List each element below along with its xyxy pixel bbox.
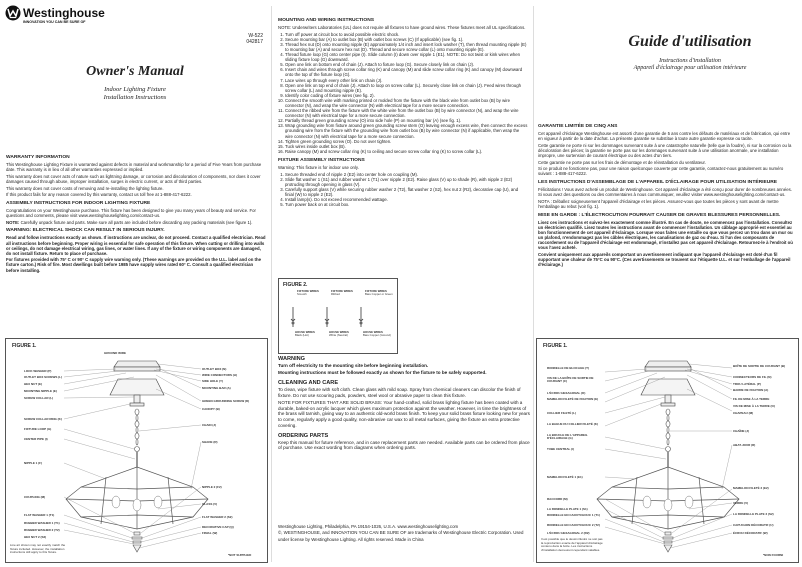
canopy-shape bbox=[110, 379, 164, 395]
part-label-right-fr: FIL DE MISE À LA TERRE bbox=[733, 397, 770, 401]
warning-fr-p1: Lisez ces instructions et suivez-les exactement comme illustré. En cas de doute, ne commencez pas l'installation. Consultez un électricien qualifié. Lisez toutes les instructions avant de commencer l'installation. Un câblage approprié est essentiel au bon fonctionnement de cet appareil d'éclairage. Lorsque vous faites une entaille ou que vous percez un trou dans un mur ou un plafond, n'endommagez pas les câbles électriques, les canalisations de gaz ou d'eau. Si l'un des composants de raccordement ou de l'appareil d'éclairage est endommagé, n'installez pas cet appareil d'éclairage. Retournez-le à l'endroit où vous l'avez acheté. bbox=[538, 219, 793, 251]
part-label-right: SHADE (R) bbox=[202, 440, 218, 444]
mounting-step: 12. Partially thread green grounding screw (O) into side hole (P) on mounting bar (A) (see fig. 1). bbox=[285, 118, 528, 123]
part-label-left-fr: LA RONDELLE PLATE 1 (S1) bbox=[547, 507, 588, 511]
fig2-col-2: FIXTURE WIRES Ribbed bbox=[331, 289, 353, 297]
part-label-right-fr: CHAPEAU (M) bbox=[733, 411, 754, 415]
subtitle-fr-line-2: Appareil d'éclairage pour utilisation intérieure bbox=[633, 65, 747, 71]
cleaning-heading: CLEANING AND CARE bbox=[278, 380, 339, 387]
right-text-column bbox=[538, 124, 796, 269]
part-label-right-fr: MAMELON FILETÉ 2 (E2) bbox=[733, 486, 769, 490]
mounting-step: 6. Insert chain and wires through screw collar ring (K) and canopy (M) and slide screw collar ring (K) and canopy (M) downward onto the top of the fixture loop (G). bbox=[285, 67, 528, 77]
assembly-fr-p1: Félicitations ! Vous avez acheté un produit de Westinghouse. Cet appareil d'éclairage a été conçu pour durer de nombreuses années. Si vous avez des questions ou des commentaires à nous communiquer, veuillez visiter www.westinghouselighting.com/contact-us. bbox=[538, 187, 792, 198]
ordering-heading: ORDERING PARTS bbox=[278, 432, 329, 439]
mounting-step: 7. Lace wires up through every other link on chain (J). bbox=[285, 78, 528, 83]
mounting-steps bbox=[278, 32, 528, 154]
mounting-section bbox=[278, 18, 528, 207]
mounting-step: 13. Wrap grounding wire from fixture around green grounding screw stem (O) leaving enough excess wire, then connect the excess grounding wire from the fixture with the grounding wire from outlet box (B) by wire connector (N) if applicable, then wrap the wire connector (N) with electrical tape for a more secure connection. bbox=[285, 123, 528, 138]
warranty-p4: If this product fails for any reason covered by this warranty, contact us toll free at 1-888-417-6222. bbox=[6, 192, 192, 198]
warranty-p1: This Westinghouse Lighting Fixture is warranted against defects in material and workmanship for a period of Five Years from purchase date. This warranty is in lieu of all other warranties expressed or implied. bbox=[6, 162, 262, 173]
model-info bbox=[230, 33, 263, 45]
warning-p1: Read and follow instructions exactly as shown. If instructions are unclear, do not proceed. Contact a qualified electrician. Read all instructions before beginning. Proper wiring is essential for safe operation of this fixture. When cutting or drilling into walls or ceilings, do not damage electrical wiring, gas lines, or water lines. If any of the fixture or wiring components are damaged, do not install fixture. Return to place of purchase. bbox=[6, 235, 266, 256]
assembly-heading: ASSEMBLY INSTRUCTIONS FOR INDOOR LIGHTING FIXTURE bbox=[6, 200, 151, 206]
mounting-heading: MOUNTING AND WIRING INSTRUCTIONS bbox=[278, 18, 374, 23]
page-divider bbox=[533, 6, 534, 562]
part-label-left: HEX NUT (E) bbox=[24, 382, 42, 386]
part-label-left-fr: MAMELON FILETÉ 1 (E1) bbox=[547, 475, 583, 479]
mounting-note: NOTE: Underwriters Laboratories (UL) does not require all fixtures to have ground wires. These fixtures meet all UL specifications. bbox=[278, 25, 526, 30]
footer bbox=[278, 524, 530, 543]
part-label-right-fr: VIS DE MISE À LA TERRE (O) bbox=[733, 404, 775, 408]
mounting-step: 3. Thread hex nut (D) onto mounting nipple (E) approximately 1/4 inch and insert lock washer (T), then thread mounting nipple (E) to mounting bar (A) and secure hex nut (D). Thread and secure screw collar (L) onto mounting nipple (E). bbox=[285, 42, 528, 52]
part-label-left: SCREW COLLAR RING (K) bbox=[24, 417, 62, 421]
assembly-note-label: NOTE: bbox=[6, 219, 20, 225]
warranty-p2: This warranty does not cover acts of nature such as lightning damage, or corrosion and discoloration of components, nor does it cover damages caused through abuse, improper installation, surges in electric current, or acts of third parties. bbox=[6, 173, 261, 184]
cleaning-p2: NOTE FOR FIXTURES THAT ARE SOLID BRASS: Your hand-crafted, solid brass lighting fixture has been coated with a durable, baked-on acrylic lacquer which gives maximum protection against the weather. However, in time the brightness of the brass will tarnish, giving way to an authentic old-world brass finish. To keep your solid brass fixture looking new for years to come, regularly apply a good quality, non-abrasive car wax to all metal surfaces, giving the fixture an extra protective covering. bbox=[278, 400, 530, 428]
part-label-right-fr: ÉCROU DÉCORATIF (W) bbox=[733, 531, 768, 535]
part-label-left-fr: RONDELLE DE BLOCAGE (T) bbox=[547, 366, 589, 370]
part-label-right: CANOPY (B) bbox=[202, 407, 220, 411]
part-label-right-fr: BARRE DE FIXATION (A) bbox=[733, 388, 769, 392]
page-subtitle bbox=[0, 86, 270, 102]
outlet-box-shape bbox=[114, 361, 160, 367]
warning-fr-p2: Convient uniquement aux appareils comportant un avertissement indiquant que l'appareil d'éclairage est doté d'un fil supportant une chaleur de 75°C ou 90°C. (Ces avertissements se trouvent sur l'étiquette U.L. et sur l'emballage de l'appareil d'éclairage.) bbox=[538, 251, 791, 268]
part-label-right-fr: CONNECTEURS DE FIL (N) bbox=[733, 375, 772, 379]
figure-1-footnote: Line art shown may not exactly match the fixture included. However, the installation instructions still apply to this fixture. bbox=[10, 543, 66, 555]
part-label-right: FLAT WASHER 2 (S2) bbox=[202, 515, 233, 519]
mounting-step: 11. Connect the ribbed wire from the fixture with the white wire from the outlet box (B) by wire connector (N), and wrap the wire connector (N) with electrical tape for a more secure connection. bbox=[285, 108, 528, 118]
warranty-heading: WARRANTY INFORMATION bbox=[6, 155, 70, 160]
left-text-column bbox=[6, 155, 266, 274]
warning-fr-heading: MISE EN GARDE : L'ÉLECTROCUTION POURRAIT CAUSER DE GRAVES BLESSURES PERSONNELLES. bbox=[538, 212, 781, 218]
brand-tagline: INNOVATION YOU CAN BE SURE OF bbox=[23, 20, 86, 24]
part-label-left-fr: VIS DE LA BOÎTE DE SORTIE DE COURANT (C) bbox=[547, 376, 594, 384]
page-subtitle-fr bbox=[590, 58, 790, 72]
part-label-right: MOUNTING BAR (A) bbox=[202, 386, 231, 390]
fixture-step: 4. Install lamp(s). Do not exceed recommended wattage. bbox=[285, 197, 528, 202]
warranty-fr-p3: Cette garantie ne porte pas sur les frais de démontage et de réinstallation du ventilateur. bbox=[538, 159, 706, 165]
mounting-step: 4. Thread fixture loop (G) onto center pipe (I). Slide column (I) down over nipple 1 (E1). NOTE: Do not twist or kink wires when sliding fixture loop (G) downward. bbox=[285, 52, 528, 62]
screw-collar-shape bbox=[134, 395, 140, 403]
assembly-fr-note: NOTA : Déballez soigneusement l'appareil d'éclairage et les pièces. Assurez-vous que toutes les pièces y sont avant de mettre l'emballage au rebut (voir fig. 1). bbox=[538, 198, 779, 209]
part-label-right: WIRE CONNECTORS (H) bbox=[202, 373, 237, 377]
fixture-step: 3. Carefully support glass (V) while securing rubber washer 2 (T2), flat washer 2 (S2), hex nut 2 (R2), decorative cap (U), and finial (W) to nipple 2 (E2). bbox=[285, 187, 528, 197]
warranty-fr-heading: GARANTIE LIMITÉE DE CINQ ANS bbox=[538, 124, 618, 129]
part-label-left: RUBBER WASHER 1 (T1) bbox=[24, 521, 60, 525]
mounting-step: 1. Turn off power at circuit box to avoid possible electric shock. bbox=[285, 32, 528, 37]
warranty-fr-p2: Cette garantie ne porte ni sur les dommages survenant suite à une catastrophe naturelle (telle que la foudre), ni sur la corrosion ou la décoloration des pièces; la garantie ne porte pas sur les dommages survenant suite à une utilisation anormale, une installation impropre, une surtension de courant électrique ou des actes d'un tiers. bbox=[538, 142, 792, 158]
westinghouse-logo-icon bbox=[5, 5, 21, 21]
warranty-p3: This warranty does not cover costs of removing and re-installing the lighting fixture. bbox=[6, 185, 164, 191]
figure-1-box bbox=[5, 338, 268, 563]
part-label-left-fr: L'ÉCROU HEXAGONAL 2 (R2) bbox=[547, 531, 590, 535]
page-title-fr: Guide d'utilisation bbox=[628, 33, 752, 50]
mounting-step: 5. Open one link on bottom end of chain (J). Attach to fixture loop (G). Secure closely link on chain (J). bbox=[285, 62, 528, 67]
part-label-left: FIXTURE LOOP (G) bbox=[24, 427, 52, 431]
label-ground-wire: GROUND WIRE bbox=[104, 351, 126, 355]
mounting-step: 14. Tighten green grounding screw (O). Do not over tighten. bbox=[285, 139, 528, 144]
part-label-left-fr: MAMELON FILETÉ DE FIXATION (E) bbox=[547, 397, 599, 401]
figure-2-label: FIGURE 2. bbox=[283, 282, 308, 288]
page-divider bbox=[271, 6, 272, 562]
brand-name: Westinghouse bbox=[23, 6, 105, 20]
not-supplied-fr-note: *NON FOURNI bbox=[763, 553, 784, 557]
part-label-left-fr: COLLIER FILETÉ (L) bbox=[547, 411, 576, 415]
figure-1-label: FIGURE 1. bbox=[12, 343, 37, 349]
mounting-step: 2. Secure mounting bar (A) to outlet box (B) with outlet box screws (C) (If applicable) (see fig. 1). bbox=[285, 37, 528, 42]
part-label-right-fr: VERRE (V) bbox=[733, 501, 749, 505]
part-label-left-fr: RONDELLE EN CAOUTCHOUC 2 (T2) bbox=[547, 523, 600, 527]
chain-shape bbox=[135, 409, 140, 452]
warranty-fr-p1: Cet appareil d'éclairage Westinghouse est assorti d'une garantie de 5 ans contre les défauts de matériaux et de fabrication, qui entre en vigueur à partir de la date d'achat. La présente garantie se substitue à toute autre garantie expresse ou tacite. bbox=[538, 131, 791, 142]
fig2-col-1: FIXTURE WIRES Smooth bbox=[297, 289, 319, 297]
figure-1-fr-label: FIGURE 1. bbox=[543, 343, 568, 349]
mounting-step: 9. Identify color coding of fixture wires (see fig. 2). bbox=[285, 93, 528, 98]
ordering-p1: Keep this manual for future reference, and in case replacement parts are needed. Available parts can be ordered from place of purchase. Use exact wording from diagrams when ordering parts. bbox=[278, 439, 530, 451]
assembly-p1: Congratulations on your Westinghouse purchase. This fixture has been designed to give you many years of beauty and service. For questions and comments, please visit www.westinghouselighting.com/contact-us. bbox=[6, 207, 256, 219]
part-label-right: DECORATIVE CAP (Q) bbox=[202, 525, 234, 529]
part-label-right-fr: CAPUCHON DÉCORATIF (U) bbox=[733, 523, 774, 527]
not-supplied-note: *NOT SUPPLIED bbox=[228, 553, 252, 557]
part-label-left: NIPPLE 1 (F) bbox=[24, 461, 43, 465]
part-label-left-fr: L'ÉCROU HEXAGONAL (D) bbox=[547, 391, 586, 395]
part-label-right: OUTLET BOX (N) bbox=[202, 367, 227, 371]
fig2-house-2: HOUSE WIRES White (Neutral) bbox=[329, 330, 349, 338]
model-number: W-522 bbox=[248, 33, 263, 39]
part-label-left: SCREW COLLAR (L) bbox=[24, 396, 54, 400]
fixture-steps bbox=[278, 172, 528, 208]
part-label-right: GREEN GROUNDING SCREW (D) bbox=[202, 399, 250, 403]
part-label-left-fr: TUBE CENTRAL (I) bbox=[547, 447, 574, 451]
part-label-left: FLAT WASHER 1 (T1) bbox=[24, 513, 55, 517]
part-label-left-fr: LA BOUCLE DE L'APPAREIL D'ÉCLAIRAGE (G) bbox=[547, 433, 588, 441]
mounting-step: 16. Raise canopy (M) and screw collar ring (K) to ceiling and secure screw collar ring (K) to screw collar (L). bbox=[285, 149, 528, 154]
warning2-p1: Turn off electricity to the mounting site before beginning installation. bbox=[278, 363, 429, 368]
part-label-right: NIPPLE 2 (F2) bbox=[202, 485, 222, 489]
part-label-right: FINIAL (W) bbox=[202, 531, 218, 535]
fixture-step: 5. Turn power back on at circuit box. bbox=[285, 202, 528, 207]
part-label-left-fr: RONDELLE EN CAOUTCHOUC 1 (T1) bbox=[547, 513, 600, 517]
part-label-left: MOUNTING NIPPLE (E) bbox=[24, 389, 57, 393]
subtitle-fr-line-1: Instructions d'installation bbox=[659, 58, 721, 64]
part-label-right-fr: LA RONDELLE PLATE 2 (S2) bbox=[733, 512, 774, 516]
fig2-col-3: FIXTURE WIRES Bare Copper or Green bbox=[365, 289, 393, 297]
part-label-right-fr: TROU LATÉRAL (P) bbox=[733, 382, 761, 386]
part-label-right: GLASS (V) bbox=[202, 502, 218, 506]
fig2-house-3: HOUSE WIRES Bare Copper (Ground) bbox=[363, 330, 391, 338]
mounting-step: 8. Open one link on top end of chain (J). Attach to loop on screw collar (L). Securely close link on chain (J). Feed wires through screw collar (L) and mounting nipple (E). bbox=[285, 83, 528, 93]
mounting-step: 10. Connect the smooth wire with marking printed or molded from the fixture with the black wire from outlet box (B) by wire connector (N), and wrap the wire connector (N) with electrical tape for a more secure connection. bbox=[285, 98, 528, 108]
part-number: 042817 bbox=[246, 39, 263, 45]
part-label-left: CENTER PIPE (I) bbox=[24, 437, 48, 441]
warranty-fr-p4: Si ce produit ne fonctionne pas, pour une raison quelconque couverte par cette garantie, contactez-nous gratuitement au numéro suivant : 1-888-417-6222. bbox=[538, 166, 784, 177]
fixture-heading: FIXTURE ASSEMBLY INSTRUCTIONS bbox=[278, 157, 365, 163]
footer-line-1: Westinghouse Lighting, Philadelphia, PA 19154-1026, U.S.A. www.westinghouselighting.com bbox=[278, 524, 459, 529]
fig2-house-1: HOUSE WIRES Black (Hot) bbox=[295, 330, 315, 338]
collar-ring-shape bbox=[130, 403, 144, 406]
figure-1-fr-box bbox=[536, 338, 799, 563]
part-label-left-fr: LA BAGUE DU COLLIER FILETÉ (K) bbox=[547, 422, 598, 426]
assembly-note bbox=[6, 220, 266, 225]
footer-line-2: ©, WESTINGHOUSE, and INNOVATION YOU CAN BE SURE OF are trademarks of Westinghouse Electric Corporation. Used under license by Westinghouse Lighting. All rights reserved. Made in China bbox=[278, 530, 524, 542]
part-label-left-fr: RACCORD (M) bbox=[547, 497, 568, 501]
warning2-heading: WARNING bbox=[278, 356, 306, 362]
subtitle-line-2: Installation Instructions bbox=[103, 94, 167, 101]
part-label-left: LOCK WASHER (P) bbox=[24, 369, 52, 373]
mounting-bar-shape bbox=[114, 367, 160, 371]
part-label-right-fr: ABAT-JOUR (R) bbox=[733, 443, 756, 447]
figure-1-fr-diagram bbox=[537, 339, 798, 562]
part-label-right-fr: BOÎTE DE SORTIE DE COURANT (B) bbox=[733, 364, 786, 368]
part-label-left: RUBBER WASHER 2 (T2) bbox=[24, 528, 60, 532]
warning-p2: For fixtures provided with 75° C or 90° C supply wire warning only. (These warnings are provided on the U.L. label and on the fixture carton.) Risk of fire. Most dwellings built before 1985 have supply wires rated 60° C. Consult a qualified electrician before installing. bbox=[6, 257, 262, 273]
part-label-left: HEX NUT 2 (S2) bbox=[24, 535, 47, 539]
part-label-left: OUTLET BOX SCREWS (L) bbox=[24, 375, 62, 379]
figure-2-box bbox=[278, 278, 398, 354]
fixture-warning: Warning: This fixture is for indoor use only. bbox=[278, 164, 359, 170]
part-label-right-fr: CHAÎNE (J) bbox=[733, 429, 750, 433]
cleaning-p1: To clean, wipe fixture with soft cloth. Clean glass with mild soap. Spray from chemical cleaners can discolor the finish of fixture. Do not use scouring pads, powders, steel wool or abrasive paper to clean this fixture. bbox=[278, 387, 521, 398]
part-label-right: CHAIN (J) bbox=[202, 423, 216, 427]
figure-1-fr-footnote: Il est possible que le dessin illustré ne soit pas la reproduction exacte de l'appareil d'éclairage contenu dans la boîte. Les instructions d'installation demeurent cependant valables. bbox=[541, 537, 603, 552]
subtitle-line-1: Indoor Lighting Fixture bbox=[104, 86, 166, 93]
page-title: Owner's Manual bbox=[86, 64, 184, 79]
fixture-step: 2. Slide flat washer 1 (S1) and rubber washer 1 (T1) over nipple 2 (E2). Raise glass (V) up to shade (R), with nipple 2 (E2) protruding through opening in glass (V). bbox=[285, 177, 528, 187]
fixture-step: 1. Secure threaded end of nipple 2 (E2) into center hole on coupling (M). bbox=[285, 172, 528, 177]
westinghouse-logo bbox=[5, 5, 105, 25]
care-section bbox=[278, 356, 530, 453]
warning-heading: WARNING: ELECTRICAL SHOCK CAN RESULT IN SERIOUS INJURY. bbox=[6, 228, 165, 234]
part-label-left: COUPLING (M) bbox=[24, 495, 46, 499]
assembly-fr-heading: LES INSTRUCTIONS D'ASSEMBLAGE DE L'APPAREIL D'ÉCLAIRAGE POUR UTILISATION INTÉRIEURE bbox=[538, 180, 778, 186]
mounting-step: 15. Tuck wires inside outlet box (B). bbox=[285, 144, 528, 149]
assembly-note-text: Carefully unpack fixture and parts. Make sure all parts are included before discarding any packing materials (see figure 1). bbox=[20, 219, 253, 225]
part-label-right: SIDE HOLE (Y) bbox=[202, 379, 224, 383]
warning2-p2: Mounting instructions must be followed exactly as shown for the fixture to be safely supported. bbox=[278, 370, 487, 376]
